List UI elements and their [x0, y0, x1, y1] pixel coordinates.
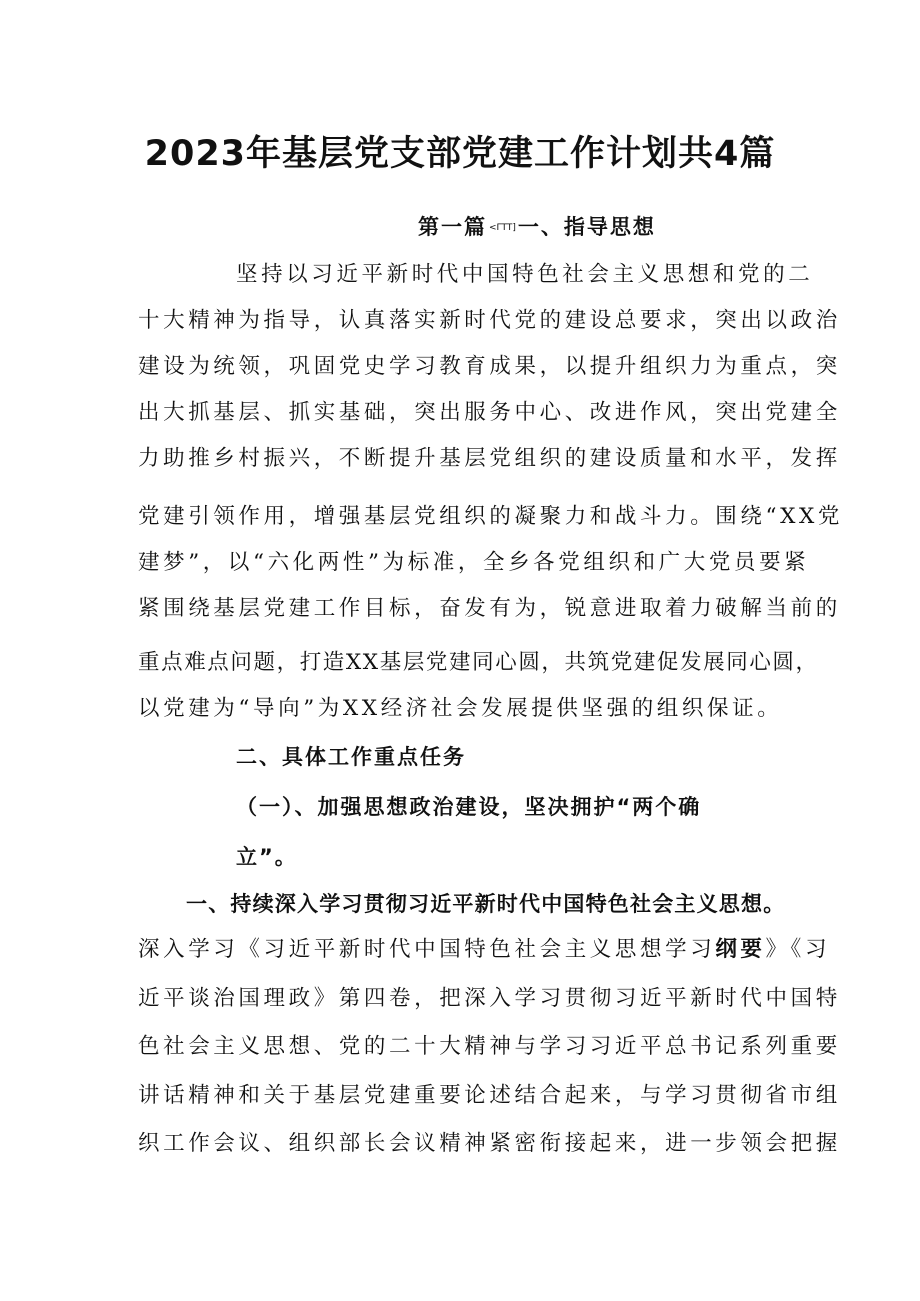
subsection-heading-line-1: （一）、加强思想政治建设，坚决拥护“两个确 — [236, 795, 702, 819]
paragraph-line: 党建引领作用，增强基层党组织的凝聚力和战斗力。围绕“XX党 — [138, 504, 844, 529]
paragraph-line: 织工作会议、组织部长会议精神紧密衔接起来，进一步领会把握 — [138, 1131, 841, 1156]
section-heading — [418, 212, 656, 243]
bold-term: 纲要 — [715, 937, 766, 962]
paragraph-text: 深入学习《习近平新时代中国特色社会主义思想学习 — [138, 937, 716, 962]
paragraph-line: 建梦”，以“六化两性”为标准，全乡各党组织和广大党员要紧 — [138, 550, 810, 575]
paragraph-line: 出大抓基层、抓实基础，突出服务中心、改进作风，突出党建全 — [138, 400, 841, 425]
paragraph-line: 色社会主义思想、党的二十大精神与学习习近平总书记系列重要 — [138, 1034, 841, 1059]
paragraph-line: 力助推乡村振兴，不断提升基层党组织的建设质量和水平，发挥 — [138, 446, 841, 471]
section-part-label: 第一篇 — [418, 215, 487, 239]
section-heading-text: 一、指导思想 — [517, 215, 656, 239]
paragraph-line: 坚持以习近平新时代中国特色社会主义思想和党的二 — [236, 262, 814, 287]
paragraph-text: 》《习 — [765, 937, 831, 962]
subsection-heading-line-2: 立”。 — [236, 845, 298, 869]
paragraph-line: 近平谈治国理政》第四卷，把深入学习贯彻习近平新时代中国特 — [138, 986, 841, 1011]
paragraph-line: 讲话精神和关于基层党建重要论述结合起来，与学习贯彻省市组 — [138, 1083, 841, 1108]
paragraph-line — [138, 935, 830, 965]
document-title: 2023年基层党支部党建工作计划共4篇 — [144, 134, 776, 174]
section-mark: <ΓTT] — [489, 223, 516, 233]
paragraph-line: 十大精神为指导，认真落实新时代党的建设总要求，突出以政治 — [138, 308, 841, 333]
section-heading-2: 二、具体工作重点任务 — [236, 745, 466, 769]
item-heading: 一、持续深入学习贯彻习近平新时代中国特色社会主义思想。 — [186, 892, 786, 916]
paragraph-line: 以党建为“导向”为XX经济社会发展提供坚强的组织保证。 — [138, 696, 783, 721]
paragraph-line: 重点难点问题，打造XX基层党建同心圆，共筑党建促发展同心圆， — [138, 650, 819, 675]
paragraph-line: 建设为统领，巩固党史学习教育成果，以提升组织力为重点，突 — [138, 354, 841, 379]
paragraph-line: 紧围绕基层党建工作目标，奋发有为，锐意进取着力破解当前的 — [138, 596, 841, 621]
